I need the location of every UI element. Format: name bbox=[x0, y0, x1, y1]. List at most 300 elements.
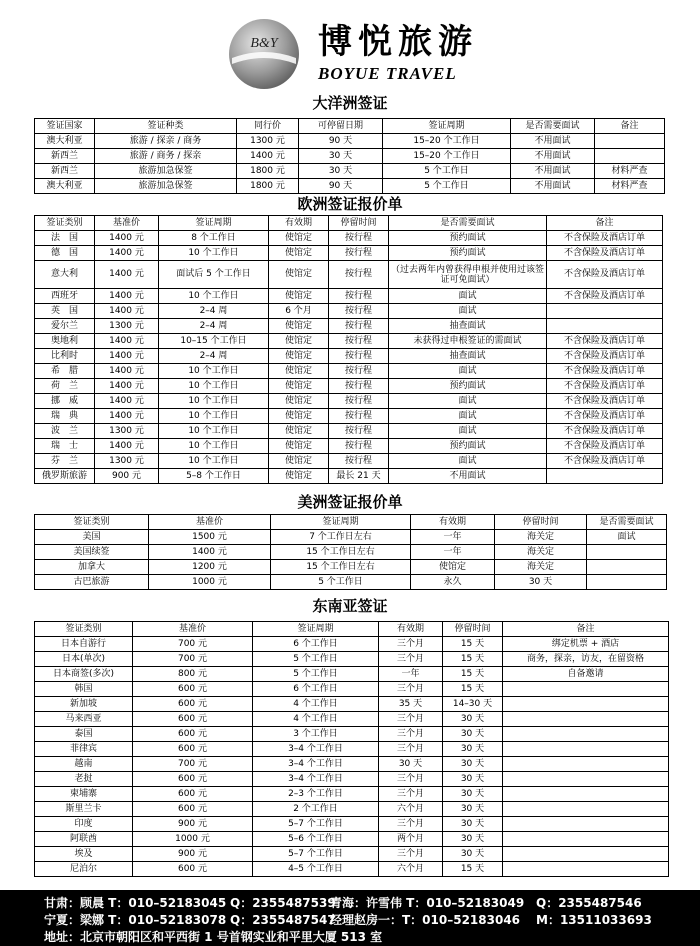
table-cell bbox=[503, 817, 669, 832]
table-cell: 瑞 典 bbox=[35, 409, 95, 424]
table-cell: 波 兰 bbox=[35, 424, 95, 439]
table-cell: 90 天 bbox=[299, 134, 383, 149]
table-cell: 30 天 bbox=[299, 164, 383, 179]
table-cell: 90 天 bbox=[299, 179, 383, 194]
table-cell: 10 个工作日 bbox=[159, 246, 269, 261]
table-cell: 奥地利 bbox=[35, 334, 95, 349]
table-cell: 600 元 bbox=[133, 712, 253, 727]
table-cell: 澳大利亚 bbox=[35, 179, 95, 194]
table-cell: 使馆定 bbox=[269, 424, 329, 439]
table-cell: 不含保险及酒店订单 bbox=[547, 424, 663, 439]
table-cell: 自备邀请 bbox=[503, 667, 669, 682]
table-cell: 不含保险及酒店订单 bbox=[547, 231, 663, 246]
column-header: 签证类别 bbox=[35, 622, 133, 637]
table-cell: 一年 bbox=[411, 545, 495, 560]
table-cell: 面试 bbox=[587, 530, 667, 545]
column-header: 是否需要面试 bbox=[587, 515, 667, 530]
table-cell: 1300 元 bbox=[95, 424, 159, 439]
table-cell: 按行程 bbox=[329, 289, 389, 304]
table-cell bbox=[503, 802, 669, 817]
contact-gansu: 甘肃：顾晨 T：010–52183045 bbox=[44, 896, 227, 910]
table-cell: 1800 元 bbox=[237, 179, 299, 194]
table-cell: 30 天 bbox=[443, 712, 503, 727]
table-cell: 使馆定 bbox=[269, 246, 329, 261]
table-cell: 使馆定 bbox=[269, 364, 329, 379]
table-cell: 荷 兰 bbox=[35, 379, 95, 394]
europe-header-row bbox=[35, 216, 663, 231]
table-cell: 按行程 bbox=[329, 304, 389, 319]
table-cell: 一年 bbox=[379, 667, 443, 682]
column-header: 有效期 bbox=[379, 622, 443, 637]
table-cell: 5–7 个工作日 bbox=[253, 847, 379, 862]
table-cell: 日本商签(多次) bbox=[35, 667, 133, 682]
table-cell: 15–20 个工作日 bbox=[383, 134, 511, 149]
column-header: 签证周期 bbox=[159, 216, 269, 231]
column-header: 签证种类 bbox=[95, 119, 237, 134]
column-header: 停留时间 bbox=[495, 515, 587, 530]
column-header: 签证类别 bbox=[35, 515, 149, 530]
table-cell: 三个月 bbox=[379, 682, 443, 697]
table-cell: 1400 元 bbox=[95, 246, 159, 261]
table-cell: 1400 元 bbox=[95, 394, 159, 409]
table-cell: 使馆定 bbox=[269, 454, 329, 469]
table-cell: 4 个工作日 bbox=[253, 697, 379, 712]
table-cell: 600 元 bbox=[133, 682, 253, 697]
table-cell: 商务，探亲，访友，在留资格 bbox=[503, 652, 669, 667]
table-cell: 不含保险及酒店订单 bbox=[547, 334, 663, 349]
table-row bbox=[35, 454, 663, 469]
table-cell bbox=[547, 319, 663, 334]
table-row bbox=[35, 772, 669, 787]
sea-table bbox=[34, 621, 669, 877]
oceania-title: 大洋洲签证 bbox=[312, 94, 388, 112]
table-cell: 不含保险及酒店订单 bbox=[547, 289, 663, 304]
table-row bbox=[35, 637, 669, 652]
table-cell: 5 个工作日 bbox=[383, 179, 511, 194]
table-cell: 抽查面试 bbox=[389, 349, 547, 364]
table-cell: 按行程 bbox=[329, 394, 389, 409]
table-cell bbox=[503, 757, 669, 772]
table-cell: 30 天 bbox=[443, 727, 503, 742]
table-row bbox=[35, 727, 669, 742]
table-cell: 1000 元 bbox=[149, 575, 271, 590]
table-cell: 30 天 bbox=[443, 802, 503, 817]
americas-header-row bbox=[35, 515, 667, 530]
table-cell: 900 元 bbox=[133, 847, 253, 862]
table-cell: 希 腊 bbox=[35, 364, 95, 379]
table-cell: 三个月 bbox=[379, 652, 443, 667]
table-row bbox=[35, 545, 667, 560]
table-cell: 按行程 bbox=[329, 261, 389, 289]
table-cell: 越南 bbox=[35, 757, 133, 772]
table-cell bbox=[503, 712, 669, 727]
table-row bbox=[35, 424, 663, 439]
table-cell: 1000 元 bbox=[133, 832, 253, 847]
svg-text:B&Y: B&Y bbox=[250, 36, 278, 51]
table-row bbox=[35, 439, 663, 454]
table-cell: 30 天 bbox=[299, 149, 383, 164]
table-cell: 600 元 bbox=[133, 802, 253, 817]
table-cell: 600 元 bbox=[133, 787, 253, 802]
table-cell: 700 元 bbox=[133, 757, 253, 772]
table-cell: 俄罗斯旅游 bbox=[35, 469, 95, 484]
table-cell: 两个月 bbox=[379, 832, 443, 847]
column-header: 签证周期 bbox=[253, 622, 379, 637]
table-cell: 3 个工作日 bbox=[253, 727, 379, 742]
column-header: 停留时间 bbox=[329, 216, 389, 231]
table-cell: 1400 元 bbox=[95, 349, 159, 364]
table-cell: 2–4 周 bbox=[159, 319, 269, 334]
oceania-header-row bbox=[35, 119, 665, 134]
table-cell: 15 天 bbox=[443, 637, 503, 652]
table-row bbox=[35, 802, 669, 817]
table-cell: 30 天 bbox=[495, 575, 587, 590]
table-cell: 不含保险及酒店订单 bbox=[547, 454, 663, 469]
table-row bbox=[35, 134, 665, 149]
table-cell: 使馆定 bbox=[269, 439, 329, 454]
table-cell bbox=[503, 832, 669, 847]
table-row bbox=[35, 364, 663, 379]
contact-ningxia: 宁夏：梁娜 T：010–52183078 bbox=[44, 913, 227, 927]
table-cell: 澳大利亚 bbox=[35, 134, 95, 149]
table-cell: 30 天 bbox=[443, 787, 503, 802]
table-row bbox=[35, 742, 669, 757]
header bbox=[0, 0, 700, 92]
table-cell: 5 个工作日 bbox=[271, 575, 411, 590]
table-row bbox=[35, 862, 669, 877]
table-cell: 3–4 个工作日 bbox=[253, 742, 379, 757]
europe-title: 欧洲签证报价单 bbox=[297, 195, 403, 213]
table-cell: 六个月 bbox=[379, 802, 443, 817]
table-cell: 600 元 bbox=[133, 727, 253, 742]
table-cell: 1400 元 bbox=[95, 261, 159, 289]
table-cell: 15 个工作日左右 bbox=[271, 560, 411, 575]
table-cell: 埃及 bbox=[35, 847, 133, 862]
table-cell: 1400 元 bbox=[95, 334, 159, 349]
table-cell: 不含保险及酒店订单 bbox=[547, 409, 663, 424]
table-cell: 马来西亚 bbox=[35, 712, 133, 727]
table-row bbox=[35, 575, 667, 590]
table-cell: 旅游 / 探亲 / 商务 bbox=[95, 134, 237, 149]
column-header: 停留时间 bbox=[443, 622, 503, 637]
column-header: 可停留日期 bbox=[299, 119, 383, 134]
table-cell: 1300 元 bbox=[237, 134, 299, 149]
table-cell: 10 个工作日 bbox=[159, 439, 269, 454]
table-cell bbox=[503, 682, 669, 697]
table-cell: 抽查面试 bbox=[389, 319, 547, 334]
table-cell: 3–4 个工作日 bbox=[253, 757, 379, 772]
table-cell: 15–20 个工作日 bbox=[383, 149, 511, 164]
table-cell: 按行程 bbox=[329, 364, 389, 379]
contact-ningxia-qq: Q：2355487547 bbox=[230, 913, 336, 927]
table-cell: 15 天 bbox=[443, 667, 503, 682]
table-cell: 使馆定 bbox=[269, 379, 329, 394]
table-cell: 不含保险及酒店订单 bbox=[547, 379, 663, 394]
table-cell: 西班牙 bbox=[35, 289, 95, 304]
oceania-table bbox=[34, 118, 665, 194]
table-cell: 面试 bbox=[389, 289, 547, 304]
table-cell: 面试 bbox=[389, 394, 547, 409]
table-cell: 800 元 bbox=[133, 667, 253, 682]
table-cell: 老挝 bbox=[35, 772, 133, 787]
table-cell: 10 个工作日 bbox=[159, 379, 269, 394]
table-cell: 不含保险及酒店订单 bbox=[547, 394, 663, 409]
column-header: 基准价 bbox=[133, 622, 253, 637]
sea-title: 东南亚签证 bbox=[312, 597, 388, 615]
table-cell: 预约面试 bbox=[389, 439, 547, 454]
table-cell bbox=[503, 697, 669, 712]
table-cell: 旅游 / 商务 / 探亲 bbox=[95, 149, 237, 164]
table-cell: 2 个工作日 bbox=[253, 802, 379, 817]
table-cell: 法 国 bbox=[35, 231, 95, 246]
table-cell bbox=[547, 469, 663, 484]
table-cell: 不含保险及酒店订单 bbox=[547, 439, 663, 454]
table-cell: 按行程 bbox=[329, 334, 389, 349]
table-cell: 使馆定 bbox=[269, 319, 329, 334]
table-cell: 按行程 bbox=[329, 319, 389, 334]
table-row bbox=[35, 667, 669, 682]
table-cell: 14–30 天 bbox=[443, 697, 503, 712]
table-cell: 1300 元 bbox=[95, 454, 159, 469]
table-cell: 不用面试 bbox=[511, 164, 595, 179]
table-row bbox=[35, 682, 669, 697]
table-cell: 1400 元 bbox=[95, 304, 159, 319]
column-header: 签证周期 bbox=[383, 119, 511, 134]
table-cell: 新加坡 bbox=[35, 697, 133, 712]
table-cell: 使馆定 bbox=[269, 334, 329, 349]
table-cell: 按行程 bbox=[329, 409, 389, 424]
table-cell: 新西兰 bbox=[35, 164, 95, 179]
table-cell: 瑞 士 bbox=[35, 439, 95, 454]
table-cell: 按行程 bbox=[329, 439, 389, 454]
table-cell: 三个月 bbox=[379, 772, 443, 787]
table-cell: 三个月 bbox=[379, 817, 443, 832]
table-cell: 按行程 bbox=[329, 424, 389, 439]
table-row bbox=[35, 349, 663, 364]
table-row bbox=[35, 179, 665, 194]
table-cell: 加拿大 bbox=[35, 560, 149, 575]
table-cell: 日本自游行 bbox=[35, 637, 133, 652]
table-cell: 1400 元 bbox=[237, 149, 299, 164]
table-cell: 4–5 个工作日 bbox=[253, 862, 379, 877]
table-cell: 5 个工作日 bbox=[253, 652, 379, 667]
table-cell: 1300 元 bbox=[95, 319, 159, 334]
table-cell: 德 国 bbox=[35, 246, 95, 261]
table-cell: 三个月 bbox=[379, 847, 443, 862]
logo-emblem-icon bbox=[228, 18, 300, 90]
table-cell: 印度 bbox=[35, 817, 133, 832]
column-header: 同行价 bbox=[237, 119, 299, 134]
table-row bbox=[35, 379, 663, 394]
table-cell: 使馆定 bbox=[269, 231, 329, 246]
table-cell: 三个月 bbox=[379, 727, 443, 742]
table-cell: 使馆定 bbox=[269, 409, 329, 424]
table-cell: 8 个工作日 bbox=[159, 231, 269, 246]
footer-line-1 bbox=[44, 894, 642, 911]
table-cell: 意大利 bbox=[35, 261, 95, 289]
sea-header-row bbox=[35, 622, 669, 637]
table-cell: 10 个工作日 bbox=[159, 424, 269, 439]
table-cell: 5–8 个工作日 bbox=[159, 469, 269, 484]
table-cell: 10 个工作日 bbox=[159, 364, 269, 379]
table-cell: 未获得过申根签证的需面试 bbox=[389, 334, 547, 349]
footer-line-2 bbox=[44, 911, 652, 928]
contact-qinghai: 青海：许雪伟 T：010–52183049 bbox=[330, 896, 525, 910]
table-cell: 600 元 bbox=[133, 772, 253, 787]
table-cell: 三个月 bbox=[379, 787, 443, 802]
table-cell: 三个月 bbox=[379, 712, 443, 727]
footer-contact bbox=[0, 890, 700, 946]
contact-manager: 经理赵房一：T：010–52183046 bbox=[330, 913, 521, 927]
table-cell: 5 个工作日 bbox=[383, 164, 511, 179]
table-cell: 按行程 bbox=[329, 379, 389, 394]
table-cell bbox=[595, 149, 665, 164]
table-row bbox=[35, 847, 669, 862]
column-header: 是否需要面试 bbox=[511, 119, 595, 134]
table-cell bbox=[595, 134, 665, 149]
table-cell: 柬埔寨 bbox=[35, 787, 133, 802]
table-cell: 1400 元 bbox=[95, 379, 159, 394]
column-header: 有效期 bbox=[411, 515, 495, 530]
column-header: 签证周期 bbox=[271, 515, 411, 530]
table-cell: 6 个工作日 bbox=[253, 637, 379, 652]
table-cell: 按行程 bbox=[329, 246, 389, 261]
contact-qinghai-qq: Q：2355487546 bbox=[536, 896, 642, 910]
brand-name-en: BOYUE TRAVEL bbox=[318, 64, 457, 83]
table-row bbox=[35, 289, 663, 304]
table-cell: 芬 兰 bbox=[35, 454, 95, 469]
table-cell: 旅游加急保签 bbox=[95, 164, 237, 179]
table-cell bbox=[503, 847, 669, 862]
table-cell: 绑定机票 + 酒店 bbox=[503, 637, 669, 652]
table-cell: 按行程 bbox=[329, 454, 389, 469]
table-cell: 面试 bbox=[389, 424, 547, 439]
table-cell bbox=[587, 575, 667, 590]
table-cell: 材料严查 bbox=[595, 179, 665, 194]
table-cell: 材料严查 bbox=[595, 164, 665, 179]
table-cell: 10 个工作日 bbox=[159, 409, 269, 424]
table-cell: 面试 bbox=[389, 364, 547, 379]
table-cell: 按行程 bbox=[329, 231, 389, 246]
table-cell: 30 天 bbox=[443, 832, 503, 847]
table-row bbox=[35, 560, 667, 575]
table-cell: 爱尔兰 bbox=[35, 319, 95, 334]
table-cell: 菲律宾 bbox=[35, 742, 133, 757]
table-cell: 使馆定 bbox=[269, 469, 329, 484]
column-header: 备注 bbox=[547, 216, 663, 231]
table-cell: 斯里兰卡 bbox=[35, 802, 133, 817]
column-header: 备注 bbox=[595, 119, 665, 134]
table-cell: 5–7 个工作日 bbox=[253, 817, 379, 832]
table-cell: 使馆定 bbox=[269, 394, 329, 409]
table-cell: 海关定 bbox=[495, 530, 587, 545]
table-cell: 使馆定 bbox=[411, 560, 495, 575]
table-cell bbox=[587, 560, 667, 575]
table-cell: 15 天 bbox=[443, 652, 503, 667]
table-row bbox=[35, 469, 663, 484]
table-cell: 30 天 bbox=[443, 757, 503, 772]
table-cell: 15 天 bbox=[443, 862, 503, 877]
table-cell: 最长 21 天 bbox=[329, 469, 389, 484]
table-cell: 预约面试 bbox=[389, 379, 547, 394]
table-cell: 面试 bbox=[389, 454, 547, 469]
column-header: 有效期 bbox=[269, 216, 329, 231]
table-cell: 三个月 bbox=[379, 742, 443, 757]
table-cell: 日本(单次) bbox=[35, 652, 133, 667]
table-row bbox=[35, 164, 665, 179]
table-cell bbox=[503, 742, 669, 757]
table-row bbox=[35, 712, 669, 727]
table-cell: 面试后 5 个工作日 bbox=[159, 261, 269, 289]
table-cell bbox=[503, 727, 669, 742]
contact-manager-mobile: M：13511033693 bbox=[536, 913, 652, 927]
table-row bbox=[35, 652, 669, 667]
table-cell bbox=[503, 787, 669, 802]
table-cell: 10–15 个工作日 bbox=[159, 334, 269, 349]
table-cell: 6 个月 bbox=[269, 304, 329, 319]
table-cell: 1500 元 bbox=[149, 530, 271, 545]
table-cell: （过去两年内曾获得申根并使用过该签证可免面试） bbox=[389, 261, 547, 289]
table-row bbox=[35, 149, 665, 164]
table-cell: 35 天 bbox=[379, 697, 443, 712]
table-cell: 不用面试 bbox=[389, 469, 547, 484]
table-cell: 600 元 bbox=[133, 742, 253, 757]
table-cell: 4 个工作日 bbox=[253, 712, 379, 727]
table-cell: 700 元 bbox=[133, 652, 253, 667]
table-row bbox=[35, 319, 663, 334]
table-cell: 3–4 个工作日 bbox=[253, 772, 379, 787]
column-header: 备注 bbox=[503, 622, 669, 637]
table-cell: 旅游加急保签 bbox=[95, 179, 237, 194]
table-cell: 美国续签 bbox=[35, 545, 149, 560]
table-row bbox=[35, 697, 669, 712]
table-row bbox=[35, 394, 663, 409]
table-cell: 阿联酋 bbox=[35, 832, 133, 847]
table-cell: 7 个工作日左右 bbox=[271, 530, 411, 545]
americas-table bbox=[34, 514, 667, 590]
table-cell: 10 个工作日 bbox=[159, 289, 269, 304]
table-cell bbox=[503, 862, 669, 877]
table-row bbox=[35, 817, 669, 832]
table-cell: 比利时 bbox=[35, 349, 95, 364]
table-cell: 不含保险及酒店订单 bbox=[547, 349, 663, 364]
table-cell: 韩国 bbox=[35, 682, 133, 697]
table-cell: 15 个工作日左右 bbox=[271, 545, 411, 560]
table-row bbox=[35, 787, 669, 802]
table-row bbox=[35, 304, 663, 319]
table-cell: 5 个工作日 bbox=[253, 667, 379, 682]
table-cell: 1400 元 bbox=[149, 545, 271, 560]
table-cell: 永久 bbox=[411, 575, 495, 590]
table-cell: 挪 威 bbox=[35, 394, 95, 409]
table-cell: 1400 元 bbox=[95, 439, 159, 454]
table-cell: 600 元 bbox=[133, 862, 253, 877]
table-cell: 海关定 bbox=[495, 545, 587, 560]
table-cell: 不含保险及酒店订单 bbox=[547, 261, 663, 289]
table-cell: 不含保险及酒店订单 bbox=[547, 246, 663, 261]
table-cell: 按行程 bbox=[329, 349, 389, 364]
column-header: 签证国家 bbox=[35, 119, 95, 134]
europe-table bbox=[34, 215, 663, 484]
table-cell: 1400 元 bbox=[95, 409, 159, 424]
table-cell: 30 天 bbox=[379, 757, 443, 772]
table-cell: 不含保险及酒店订单 bbox=[547, 364, 663, 379]
table-cell: 不用面试 bbox=[511, 134, 595, 149]
table-cell: 2–4 周 bbox=[159, 349, 269, 364]
americas-title: 美洲签证报价单 bbox=[297, 493, 403, 511]
table-cell: 2–3 个工作日 bbox=[253, 787, 379, 802]
contact-gansu-qq: Q：2355487539 bbox=[230, 896, 336, 910]
